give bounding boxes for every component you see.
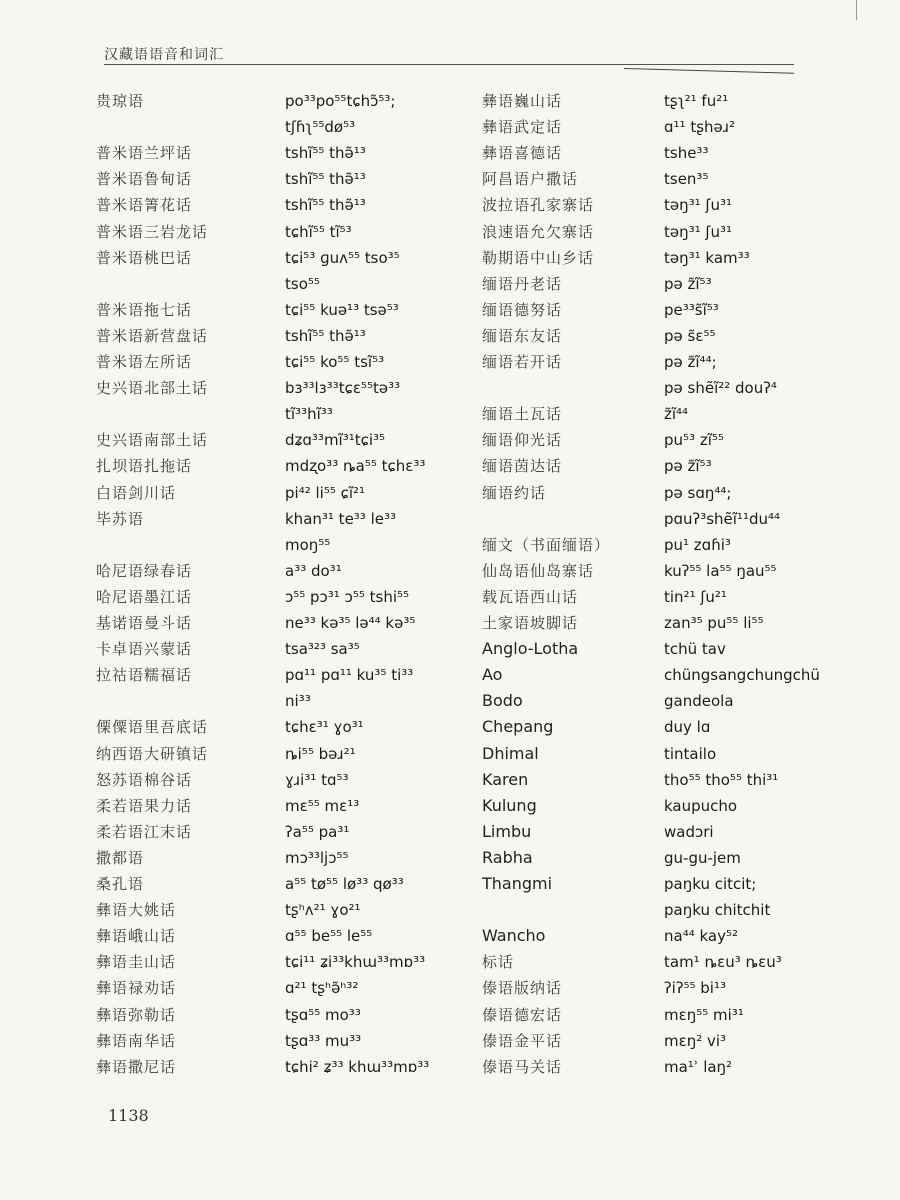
language-name: Wancho — [482, 926, 546, 946]
language-name: Anglo-Lotha — [482, 639, 579, 659]
word-form: tshĩ⁵⁵ thə̃¹³ — [285, 196, 366, 215]
word-form: tsa³²³ sa³⁵ — [285, 640, 360, 659]
word-form: kuʔ⁵⁵ la⁵⁵ ŋau⁵⁵ — [664, 561, 777, 580]
word-form: ne³³ kə³⁵ lə⁴⁴ kə³⁵ — [285, 614, 416, 632]
language-name: Limbu — [482, 821, 532, 841]
language-name: 缅语东友话 — [482, 326, 563, 345]
language-name: 波拉语孔家寨话 — [482, 196, 595, 215]
word-form: ʔa⁵⁵ pa³¹ — [285, 822, 350, 841]
language-name: 傣语版纳话 — [482, 979, 563, 998]
language-name: 彝语撒尼话 — [96, 1057, 177, 1076]
language-name: Chepang — [482, 717, 554, 737]
language-name: 扎坝语扎拖话 — [96, 457, 193, 476]
word-form: mɛ⁵⁵ mɛ¹³ — [285, 796, 360, 815]
language-name: 普米语鲁甸话 — [96, 170, 193, 189]
language-name: 哈尼语墨江话 — [96, 587, 193, 606]
language-name: 普米语兰坪话 — [96, 144, 193, 163]
word-form: tso⁵⁵ — [285, 274, 320, 293]
word-form: pɑuʔ³shẽĩ¹¹du⁴⁴ — [664, 509, 781, 528]
word-form: pu⁵³ zĩ⁵⁵ — [664, 431, 724, 450]
language-name: 彝语武定话 — [482, 118, 563, 137]
language-name: 白语剑川话 — [96, 483, 177, 502]
word-form: tɕi⁵⁵ kuə¹³ tsə⁵³ — [285, 300, 399, 319]
word-form: na⁴⁴ kay⁵² — [664, 927, 739, 946]
language-name: 桑孔语 — [96, 875, 145, 893]
word-form: chüngsangchungchü — [664, 666, 820, 685]
word-form: tɕhĩ⁵⁵ tĩ⁵³ — [285, 222, 352, 241]
language-name: 撒都语 — [96, 848, 145, 867]
language-name: 彝语弥勒话 — [96, 1005, 177, 1024]
word-form: gandeola — [664, 692, 734, 711]
word-form: tĩ³³hĩ³³ — [285, 405, 333, 424]
language-name: 傈僳语里吾底话 — [96, 718, 209, 737]
language-name: 缅文（书面缅语） — [482, 535, 611, 554]
language-name: 普米语左所话 — [96, 353, 193, 371]
word-form: tɕhi² ʑ³³ khɯ³³mɒ³³ — [285, 1057, 430, 1076]
language-name: 载瓦语西山话 — [482, 587, 579, 606]
language-name: 仙岛语仙岛寨话 — [482, 561, 595, 580]
word-form: tintailo — [664, 744, 717, 763]
language-name: 浪速语允欠寨话 — [482, 222, 595, 241]
language-name: 彝语峨山话 — [96, 927, 177, 946]
language-name: 普米语三岩龙话 — [96, 222, 209, 241]
language-name: 缅语茵达话 — [482, 457, 563, 476]
word-form: paŋku chitchit — [664, 901, 771, 920]
word-form: tɕi⁵⁵ ko⁵⁵ tsĩ⁵³ — [285, 353, 385, 371]
language-name: 彝语禄劝话 — [96, 979, 177, 998]
language-name: 普米语箐花话 — [96, 196, 193, 215]
word-form: pə z̃ĩ⁴⁴; — [664, 353, 717, 371]
word-form: pi⁴² li⁵⁵ ɕĩ²¹ — [285, 483, 366, 502]
word-form: paŋku citcit; — [664, 875, 757, 893]
word-form: tɕi⁵³ ɡuʌ⁵⁵ tso³⁵ — [285, 248, 400, 267]
language-name: 缅语约话 — [482, 483, 547, 502]
word-form: z̃ĩ⁴⁴ — [664, 405, 689, 424]
word-form: dʑɑ³³mĩ³¹tɕi³⁵ — [285, 431, 386, 450]
word-form: mɛŋ² vi³ — [664, 1031, 727, 1050]
word-form: gu-gu-jem — [664, 848, 741, 867]
word-form: mdʐo³³ ȵa⁵⁵ tɕhɛ³³ — [285, 457, 426, 476]
word-form: mɛŋ⁵⁵ mi³¹ — [664, 1005, 744, 1024]
page-number: 1138 — [108, 1106, 149, 1125]
language-name: Dhimal — [482, 743, 539, 763]
word-form: khan³¹ te³³ le³³ — [285, 509, 397, 528]
word-form: ma¹ʾ laŋ² — [664, 1057, 733, 1076]
word-form: pə sɑŋ⁴⁴; — [664, 483, 732, 502]
language-name: 史兴语南部土话 — [96, 431, 209, 450]
word-form: tɕhɛ³¹ ɣo³¹ — [285, 718, 364, 737]
language-name: 缅语德努话 — [482, 300, 563, 319]
word-form: pə shẽĩ²² douʔ⁴ — [664, 379, 777, 398]
word-form: moŋ⁵⁵ — [285, 535, 331, 554]
language-name: Rabha — [482, 847, 533, 867]
language-name: 哈尼语绿春话 — [96, 561, 193, 580]
language-name: 柔若语江末话 — [96, 822, 193, 841]
language-name: 土家语坡脚话 — [482, 614, 579, 632]
word-form: ɑ⁵⁵ be⁵⁵ le⁵⁵ — [285, 927, 373, 946]
language-name: 勒期语中山乡话 — [482, 248, 595, 267]
word-form: po³³po⁵⁵tɕhɔ̃⁵³; — [285, 92, 396, 110]
language-name: 贵琼语 — [96, 92, 145, 110]
word-form: tchü tav — [664, 640, 726, 659]
language-name: 缅语丹老话 — [482, 274, 563, 293]
word-form: zan³⁵ pu⁵⁵ li⁵⁵ — [664, 614, 764, 632]
word-form: təŋ³¹ ʃu³¹ — [664, 222, 732, 241]
word-form: tʃɦʅ⁵⁵dø⁵³ — [285, 118, 356, 137]
word-form: pə s̃ɛ⁵⁵ — [664, 326, 716, 345]
language-name: 标话 — [482, 953, 515, 972]
language-name: 毕苏语 — [96, 509, 145, 528]
language-name: 傣语金平话 — [482, 1031, 563, 1050]
language-name: 彝语圭山话 — [96, 953, 177, 972]
word-form: tho⁵⁵ tho⁵⁵ thi³¹ — [664, 770, 779, 789]
language-name: 傣语德宏话 — [482, 1005, 563, 1024]
word-form: pu¹ zɑɦi³ — [664, 535, 731, 554]
word-form: tʂʅ²¹ fu²¹ — [664, 92, 729, 110]
word-form: pə z̃ĩ⁵³ — [664, 457, 712, 476]
word-form: ʔiʔ⁵⁵ bi¹³ — [664, 979, 726, 998]
language-name: 纳西语大研镇话 — [96, 744, 209, 763]
word-form: ɑ¹¹ tʂhəɹ² — [664, 118, 735, 137]
language-name: 缅语若开话 — [482, 353, 563, 371]
language-name: 阿昌语户撒话 — [482, 170, 579, 189]
language-name: 史兴语北部土话 — [96, 379, 209, 398]
word-form: tshĩ⁵⁵ thə̃¹³ — [285, 326, 366, 345]
word-form: tʂɑ⁵⁵ mo³³ — [285, 1005, 361, 1024]
word-form: bɜ³³lɜ³³tɕɛ⁵⁵tə³³ — [285, 379, 401, 398]
header-rule — [104, 64, 794, 65]
word-form: tsen³⁵ — [664, 170, 709, 189]
word-form: ɣɹi³¹ tɑ⁵³ — [285, 770, 349, 789]
word-form: duy lɑ — [664, 718, 711, 737]
word-form: tshĩ⁵⁵ thə̃¹³ — [285, 170, 366, 189]
language-name: 柔若语果力话 — [96, 796, 193, 815]
language-name: 普米语拖七话 — [96, 300, 193, 319]
word-form: tshĩ⁵⁵ thə̃¹³ — [285, 144, 366, 163]
language-name: 拉祜语糯福话 — [96, 666, 193, 685]
language-name: 彝语巍山话 — [482, 92, 563, 110]
language-name: 缅语仰光话 — [482, 431, 563, 450]
language-name: 怒苏语棉谷话 — [96, 770, 193, 789]
page-edge-mark — [856, 0, 857, 20]
language-name: 彝语喜德话 — [482, 144, 563, 163]
word-form: wadɔri — [664, 822, 714, 841]
word-form: tʂɑ³³ mu³³ — [285, 1031, 362, 1050]
word-form: pe³³s̃ĩ⁵³ — [664, 300, 719, 319]
word-form: ȵi⁵⁵ bəɹ²¹ — [285, 744, 356, 763]
language-name: Thangmi — [482, 874, 553, 893]
word-form: tʂʰʌ²¹ ɣo²¹ — [285, 901, 361, 920]
language-name: Karen — [482, 769, 529, 789]
word-form: a³³ do³¹ — [285, 561, 342, 580]
word-form: təŋ³¹ ʃu³¹ — [664, 196, 732, 215]
word-form: tshe³³ — [664, 144, 709, 163]
word-form: pɑ¹¹ pɑ¹¹ ku³⁵ ti³³ — [285, 666, 414, 685]
language-name: 卡卓语兴蒙话 — [96, 640, 193, 659]
language-name: 傣语马关话 — [482, 1057, 563, 1076]
word-form: pə z̃ĩ⁵³ — [664, 274, 712, 293]
word-form: kaupucho — [664, 796, 738, 815]
language-name: Kulung — [482, 795, 537, 815]
language-name: 基诺语曼斗话 — [96, 614, 193, 632]
running-head: 汉藏语语音和词汇 — [104, 47, 224, 63]
word-form: tin²¹ ʃu²¹ — [664, 587, 727, 606]
word-form: tam¹ ȵɛu³ ȵɛu³ — [664, 953, 782, 972]
language-name: 普米语桃巴话 — [96, 248, 193, 267]
language-name: Ao — [482, 665, 503, 685]
language-name: 彝语大姚话 — [96, 901, 177, 920]
language-name: 彝语南华话 — [96, 1031, 177, 1050]
word-form: ɑ²¹ tʂʰə̃ʰ³² — [285, 979, 359, 998]
language-name: Bodo — [482, 691, 523, 711]
word-form: ɔ⁵⁵ pɔ³¹ ɔ⁵⁵ tshi⁵⁵ — [285, 587, 410, 606]
word-form: a⁵⁵ tø⁵⁵ lø³³ qø³³ — [285, 875, 404, 893]
word-form: tɕi¹¹ ʑi³³khɯ³³mɒ³³ — [285, 953, 426, 972]
word-form: mɔ³³ljɔ⁵⁵ — [285, 848, 349, 867]
language-name: 普米语新营盘话 — [96, 326, 209, 345]
word-form: ni³³ — [285, 692, 311, 711]
language-name: 缅语土瓦话 — [482, 405, 563, 424]
word-form: təŋ³¹ kam³³ — [664, 248, 750, 267]
